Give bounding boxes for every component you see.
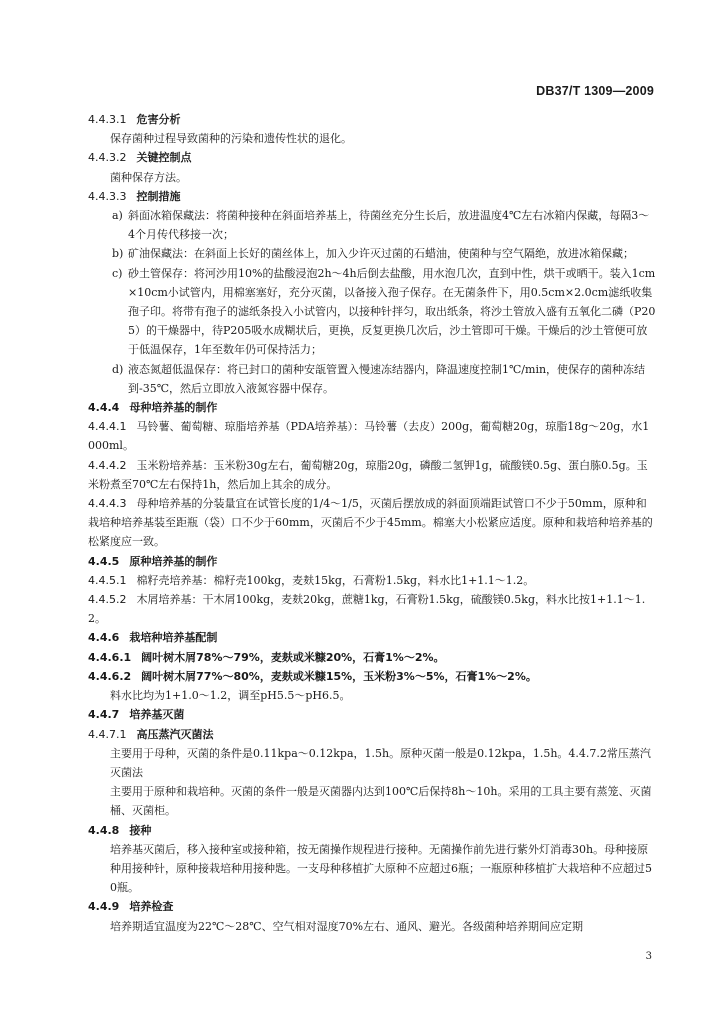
clause-4451 bbox=[88, 571, 656, 590]
paragraph: 培养期适宜温度为22℃～28℃、空气相对湿度70%左右、通风、避光。各级菌种培养期间应定期 bbox=[110, 919, 584, 933]
paragraph: 主要用于母种，灭菌的条件是0.11kpa～0.12kpa，1.5h。原种灭菌一般是0.12kpa，1.5h。4.4.7.2常压蒸汽灭菌法 bbox=[110, 746, 651, 779]
section-title: 原种培养基的制作 bbox=[129, 554, 218, 568]
clause-number: 4.4.4.1 bbox=[88, 420, 127, 434]
section-heading-4471 bbox=[88, 725, 656, 744]
clause-text: 阔叶树木屑77%～80%，麦麸或米糠15%，玉米粉3%～5%，石膏1%～2%。 bbox=[141, 669, 537, 683]
section-title: 母种培养基的制作 bbox=[129, 401, 218, 415]
list-item-label: c) bbox=[112, 266, 123, 280]
page-number: 3 bbox=[645, 951, 652, 962]
section-number: 4.4.3.1 bbox=[88, 113, 127, 126]
section-title: 控制措施 bbox=[136, 189, 181, 203]
list-item-text: 斜面冰箱保藏法：将菌种接种在斜面培养基上，待菌丝充分生长后，放进温度4℃左右冰箱内保藏，每隔3～4个月传代移接一次； bbox=[128, 209, 650, 242]
document-code: DB37/T 1309—2009 bbox=[536, 84, 654, 98]
section-title: 栽培种培养基配制 bbox=[129, 631, 218, 645]
section-title: 接种 bbox=[129, 823, 152, 837]
section-heading-444 bbox=[88, 398, 656, 417]
list-item-label: b) bbox=[112, 247, 124, 261]
section-number: 4.4.4 bbox=[88, 401, 120, 415]
clause-4443 bbox=[88, 494, 656, 552]
section-heading-446 bbox=[88, 628, 656, 647]
list-item-label: a) bbox=[112, 209, 123, 223]
section-heading-4432 bbox=[88, 148, 656, 167]
section-number: 4.4.6 bbox=[88, 631, 120, 645]
clause-4461 bbox=[88, 648, 656, 667]
section-heading-447 bbox=[88, 705, 656, 724]
section-heading-449 bbox=[88, 897, 656, 916]
clause-4452 bbox=[88, 590, 656, 628]
section-number: 4.4.5 bbox=[88, 554, 120, 568]
list-item-label: d) bbox=[112, 362, 124, 376]
section-title: 关键控制点 bbox=[136, 151, 192, 165]
list-item-text: 液态氮超低温保存：将已封口的菌种安瓿管置入慢速冻结器内，降温速度控制1℃/min，使保存的菌种冻结到-35℃，然后立即放入液氮容器中保存。 bbox=[128, 362, 646, 395]
clause-number: 4.4.4.2 bbox=[88, 458, 127, 472]
list-item bbox=[88, 206, 656, 244]
paragraph: 菌种保存方法。 bbox=[110, 170, 187, 184]
section-number: 4.4.3.2 bbox=[88, 151, 127, 165]
section-heading-448 bbox=[88, 821, 656, 840]
section-number: 4.4.8 bbox=[88, 823, 120, 837]
paragraph: 保存菌种过程导致菌种的污染和遗传性状的退化。 bbox=[110, 132, 352, 146]
section-title: 危害分析 bbox=[136, 113, 181, 126]
section-heading-4431 bbox=[88, 110, 656, 129]
section-number: 4.4.7 bbox=[88, 708, 120, 722]
clause-text: 母种培养基的分装量宜在试管长度的1/4～1/5，灭菌后摆放成的斜面顶端距试管口不少于50mm，原种和栽培种培养基装至距瓶（袋）口不少于60mm，灭菌后不少于45mm。棉塞大小松紧应适度。原种和栽培种培养基的松紧度应一致。 bbox=[88, 497, 653, 549]
clause-number: 4.4.5.1 bbox=[88, 573, 127, 587]
clause-text: 阔叶树木屑78%～79%，麦麸或米糠20%，石膏1%～2%。 bbox=[141, 650, 445, 664]
paragraph: 培养基灭菌后，移入接种室或接种箱，按无菌操作规程进行接种。无菌操作前先进行紫外灯消毒30h。母种接原种用接种针，原种接栽培种用接种匙。一支母种移植扩大原种不应超过6瓶；一瓶原种移植扩大栽培种不应超过50瓶。 bbox=[110, 842, 652, 895]
section-title: 培养基灭菌 bbox=[129, 708, 185, 722]
list-item-text: 矿油保藏法：在斜面上长好的菌丝体上，加入少许灭过菌的石蜡油，使菌种与空气隔绝，放进冰箱保藏； bbox=[128, 247, 634, 261]
clause-number: 4.4.4.3 bbox=[88, 497, 127, 511]
clause-number: 4.4.6.2 bbox=[88, 669, 132, 683]
paragraph: 料水比均为1+1.0～1.2，调至pH5.5～pH6.5。 bbox=[110, 689, 351, 703]
clause-number: 4.4.6.1 bbox=[88, 650, 132, 664]
clause-text: 棉籽壳培养基：棉籽壳100kg，麦麸15kg，石膏粉1.5kg，料水比1+1.1～1.2。 bbox=[136, 573, 535, 587]
section-number: 4.4.7.1 bbox=[88, 727, 127, 741]
document-body bbox=[88, 110, 656, 936]
clause-4441 bbox=[88, 417, 656, 455]
list-item bbox=[88, 264, 656, 360]
section-number: 4.4.3.3 bbox=[88, 189, 127, 203]
list-item bbox=[88, 360, 656, 398]
clause-4462 bbox=[88, 667, 656, 686]
clause-number: 4.4.5.2 bbox=[88, 593, 127, 607]
clause-text: 玉米粉培养基：玉米粉30g左右，葡萄糖20g，琼脂20g，磷酸二氢钾1g，硫酸镁0.5g、蛋白胨0.5g。玉米粉煮至70℃左右保持1h，然后加上其余的成分。 bbox=[88, 458, 648, 491]
clause-text: 木屑培养基：干木屑100kg，麦麸20kg，蔗糖1kg，石膏粉1.5kg，硫酸镁0.5kg，料水比按1+1.1～1.2。 bbox=[88, 593, 646, 626]
list-item bbox=[88, 244, 656, 263]
clause-text: 马铃薯、葡萄糖、琼脂培养基（PDA培养基）：马铃薯（去皮）200g，葡萄糖20g，琼脂18g～20g，水1000ml。 bbox=[88, 420, 650, 453]
section-heading-4433 bbox=[88, 187, 656, 206]
list-item-text: 砂土管保存：将河沙用10%的盐酸浸泡2h～4h后倒去盐酸，用水泡几次，直到中性，烘干或晒干。装入1cm×10cm小试管内，用棉塞塞好，充分灭菌，以备接入孢子保存。在无菌条件下，用0.5cm×2.0cm滤纸收集孢子印。将带有孢子的滤纸条投入小试管内，以接种针拌匀，取出纸条，将沙土管放入盛有五氧化二磷（P205）的干燥器中，待P205吸水成糊状后，更换，反复更换几次后，沙土管即可干燥。干燥后的沙土管便可放于低温保存，1年至数年仍可保持活力； bbox=[128, 266, 656, 357]
section-title: 培养检查 bbox=[129, 900, 174, 914]
section-number: 4.4.9 bbox=[88, 900, 120, 914]
paragraph: 主要用于原种和栽培种。灭菌的条件一般是灭菌器内达到100℃后保持8h～10h。采用的工具主要有蒸笼、灭菌桶、灭菌柜。 bbox=[110, 785, 652, 818]
section-heading-445 bbox=[88, 552, 656, 571]
clause-4442 bbox=[88, 456, 656, 494]
section-title: 高压蒸汽灭菌法 bbox=[136, 727, 214, 741]
